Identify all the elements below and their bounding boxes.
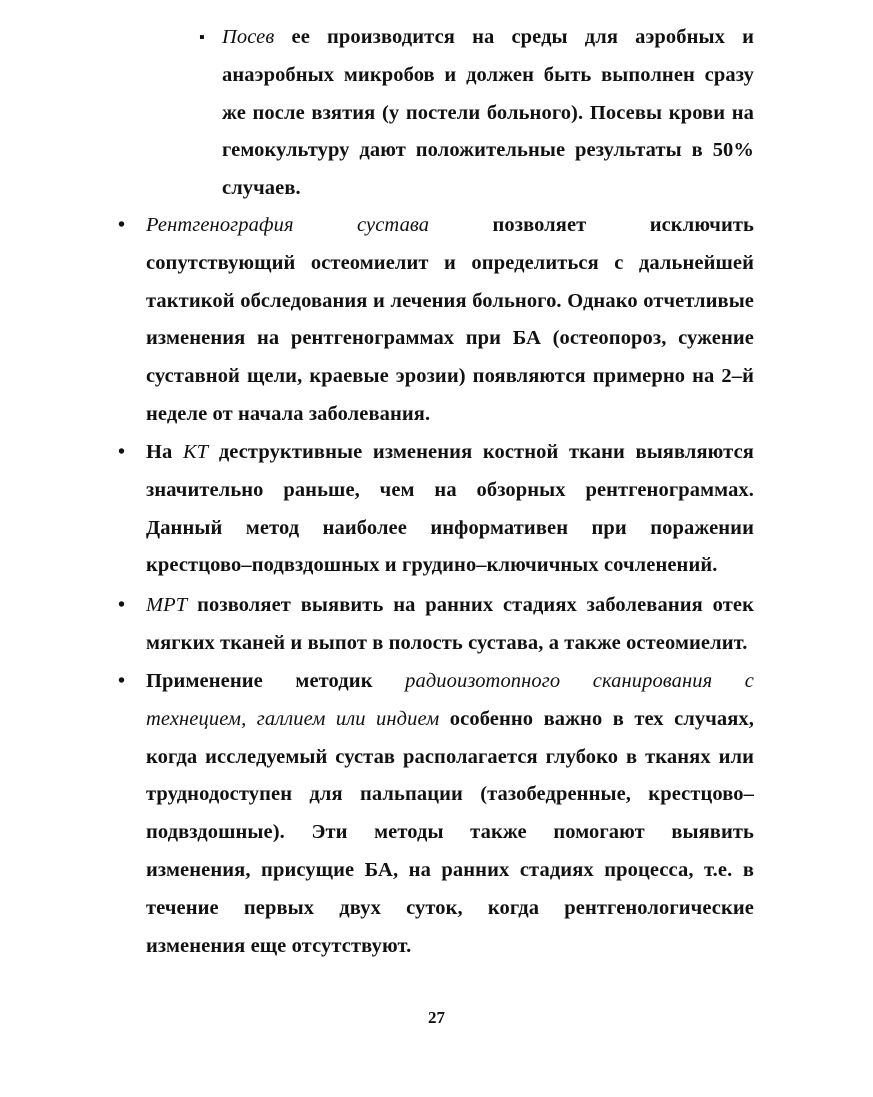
paragraph-line: значительно раньше, чем на обзорных рентгенограммах. <box>146 478 754 501</box>
italic-term: Рентгенография сустава <box>146 214 430 236</box>
paragraph-line: Данный метод наиболее информативен при поражении <box>146 516 754 539</box>
italic-term: технецием, галлием или индием <box>146 707 440 730</box>
paragraph-line: мягких тканей и выпот в полость сустава, а также остеомиелит. <box>146 631 748 654</box>
paragraph-line: Рентгенография сустава позволяет исключить <box>146 214 754 236</box>
list-item-ct <box>118 434 754 585</box>
italic-term: МРТ <box>146 594 188 616</box>
paragraph-line: тактикой обследования и лечения больного. Однако отчетливые <box>146 289 754 312</box>
paragraph-line: Посев ее производится на среды для аэробных и <box>222 26 754 48</box>
paragraph-line: гемокультуру дают положительные результаты в 50% <box>222 139 754 162</box>
italic-term: радиоизотопного сканирования с <box>405 670 754 692</box>
paragraph-line: технецием, галлием или индием особенно важно в тех случаях, <box>146 707 754 730</box>
paragraph-line: труднодоступен для пальпации (тазобедренные, крестцово– <box>146 783 754 806</box>
paragraph-line: изменения, присущие БА, на ранних стадиях процесса, т.е. в <box>146 858 754 881</box>
page-number: 27 <box>428 1008 445 1027</box>
round-bullet-icon: • <box>118 670 126 692</box>
paragraph-line: крестцово–подвздошных и грудино–ключичных сочленений. <box>146 554 718 577</box>
paragraph-line: МРТ позволяет выявить на ранних стадиях заболевания отек <box>146 594 754 616</box>
paragraph-line: изменения на рентгенограммах при БА (остеопороз, сужение <box>146 327 754 350</box>
paragraph-line: На КТ деструктивные изменения костной ткани выявляются <box>146 441 754 463</box>
list-item-mri <box>118 587 754 663</box>
paragraph-line: когда исследуемый сустав располагается глубоко в тканях или <box>146 745 754 768</box>
paragraph-line: Применение методик радиоизотопного сканирования с <box>146 670 754 692</box>
list-item-sowing <box>199 19 754 208</box>
round-bullet-icon: • <box>118 441 126 463</box>
italic-term: КТ <box>183 441 209 463</box>
paragraph-line: изменения еще отсутствуют. <box>146 934 412 957</box>
italic-term: Посев <box>222 26 275 48</box>
paragraph-line: течение первых двух суток, когда рентгенологические <box>146 896 754 919</box>
paragraph-line: суставной щели, краевые эрозии) появляются примерно на 2–й <box>146 365 754 388</box>
list-item-radiography <box>118 207 754 434</box>
list-item-radioisotope <box>118 663 754 965</box>
paragraph-line: же после взятия (у постели больного). Посевы крови на <box>222 101 754 124</box>
round-bullet-icon: • <box>118 594 126 616</box>
paragraph-line: неделе от начала заболевания. <box>146 402 431 425</box>
paragraph-line: анаэробных микробов и должен быть выполнен сразу <box>222 63 754 86</box>
paragraph-line: случаев. <box>222 177 301 200</box>
paragraph-line: сопутствующий остеомиелит и определиться с дальнейшей <box>146 251 754 274</box>
paragraph-line: подвздошные). Эти методы также помогают выявить <box>146 821 754 844</box>
square-bullet-icon: ▪ <box>199 29 205 46</box>
round-bullet-icon: • <box>118 214 126 236</box>
